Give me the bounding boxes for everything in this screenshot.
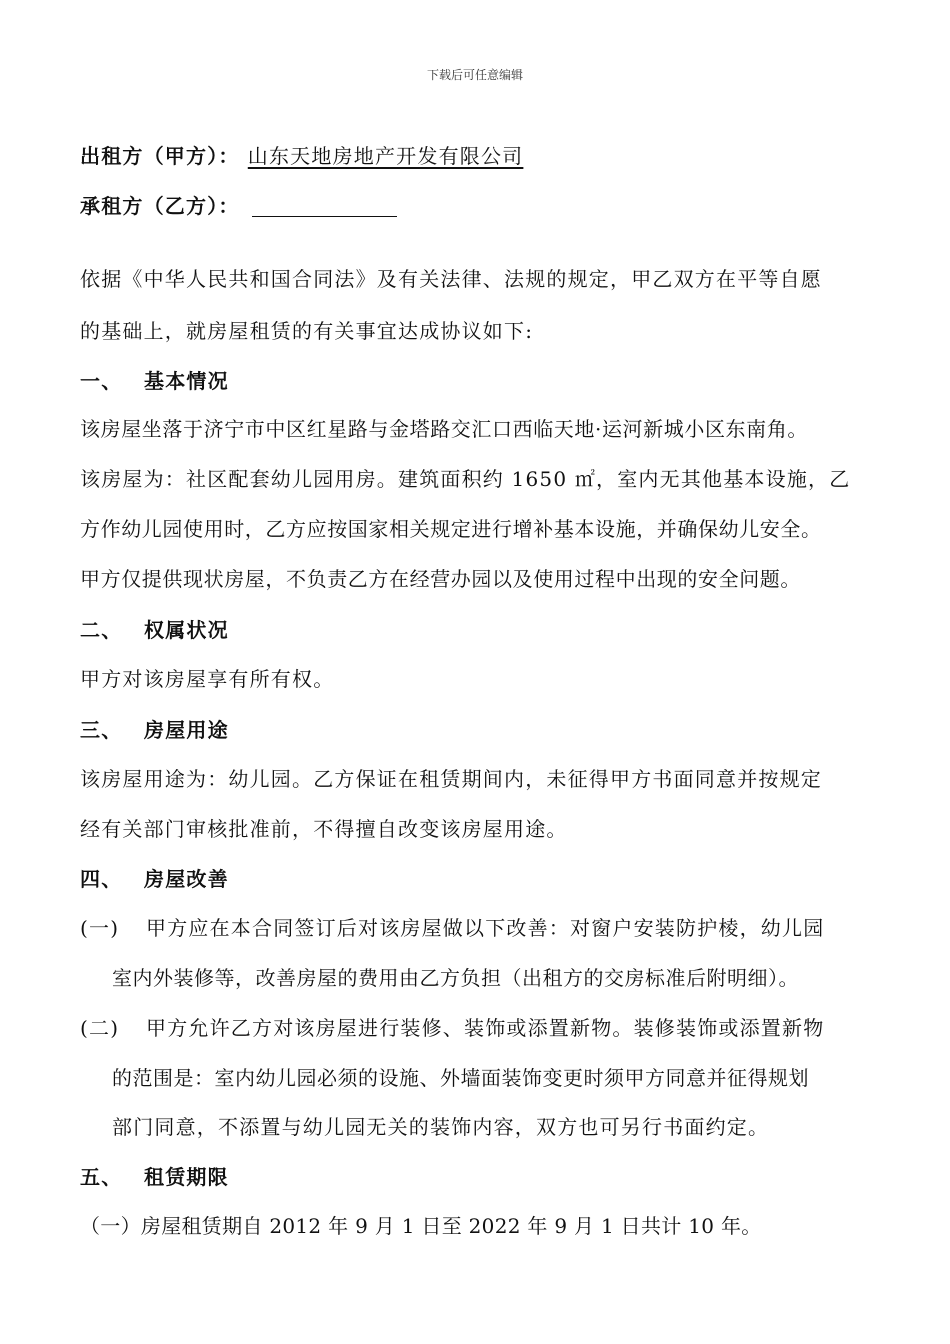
section-title: 租赁期限 bbox=[144, 1165, 229, 1189]
section-number: 三、 bbox=[80, 718, 123, 742]
section-heading-5 bbox=[80, 1161, 229, 1190]
item-marker: (二) bbox=[80, 1016, 120, 1040]
section-title: 房屋用途 bbox=[144, 718, 229, 742]
item-marker: (一) bbox=[80, 916, 120, 940]
section-1-line-4: 甲方仅提供现状房屋，不负责乙方在经营办园以及使用过程中出现的安全问题。 bbox=[80, 567, 801, 591]
lessee-line bbox=[80, 190, 397, 219]
section-title: 房屋改善 bbox=[144, 867, 229, 891]
section-heading-3 bbox=[80, 714, 229, 743]
section-1-line-3: 方作幼儿园使用时，乙方应按国家相关规定进行增补基本设施，并确保幼儿安全。 bbox=[80, 517, 822, 541]
page-header-note: 下载后可任意编辑 bbox=[426, 68, 523, 82]
intro-line-2: 的基础上，就房屋租赁的有关事宜达成协议如下: bbox=[80, 319, 534, 343]
item-text: 甲方应在本合同签订后对该房屋做以下改善：对窗户安装防护棱，幼儿园 bbox=[146, 916, 825, 940]
section-number: 一、 bbox=[80, 369, 123, 393]
section-number: 二、 bbox=[80, 618, 123, 642]
section-3-line-2: 经有关部门审核批准前，不得擅自改变该房屋用途。 bbox=[80, 817, 568, 841]
section-1-line-2: 该房屋为：社区配套幼儿园用房。建筑面积约 1650 ㎡，室内无其他基本设施，乙 bbox=[80, 467, 851, 491]
section-5-line-1: （一）房屋租赁期自 2012 年 9 月 1 日至 2022 年 9 月 1 日共计 10 年。 bbox=[80, 1214, 762, 1238]
section-title: 基本情况 bbox=[144, 369, 229, 393]
section-number: 四、 bbox=[80, 867, 123, 891]
intro-line-1: 依据《中华人民共和国合同法》及有关法律、法规的规定，甲乙双方在平等自愿 bbox=[80, 267, 822, 291]
item-text: 甲方允许乙方对该房屋进行装修、装饰或添置新物。装修装饰或添置新物 bbox=[146, 1016, 825, 1040]
section-heading-4 bbox=[80, 863, 229, 892]
lessor-label: 出租方（甲方）： bbox=[80, 144, 240, 168]
section-4-item-2-line-3: 部门同意，不添置与幼儿园无关的装饰内容，双方也可另行书面约定。 bbox=[112, 1115, 770, 1139]
lessee-blank-field bbox=[252, 196, 397, 217]
section-4-item-1 bbox=[80, 912, 824, 941]
section-number: 五、 bbox=[80, 1165, 123, 1189]
section-4-item-2 bbox=[80, 1012, 824, 1041]
section-title: 权属状况 bbox=[144, 618, 229, 642]
section-4-item-2-line-2: 的范围是：室内幼儿园必须的设施、外墙面装饰变更时须甲方同意并征得规划 bbox=[112, 1066, 809, 1090]
lessee-label: 承租方（乙方）： bbox=[80, 194, 240, 218]
section-1-line-1: 该房屋坐落于济宁市中区红星路与金塔路交汇口西临天地·运河新城小区东南角。 bbox=[80, 417, 808, 441]
lessor-line bbox=[80, 140, 523, 169]
section-heading-2 bbox=[80, 614, 229, 643]
lessor-name: 山东天地房地产开发有限公司 bbox=[247, 144, 524, 168]
section-2-line-1: 甲方对该房屋享有所有权。 bbox=[80, 667, 335, 691]
section-4-item-1-line-2: 室内外装修等，改善房屋的费用由乙方负担（出租方的交房标准后附明细）。 bbox=[112, 966, 799, 990]
section-heading-1 bbox=[80, 365, 229, 394]
section-3-line-1: 该房屋用途为：幼儿园。乙方保证在租赁期间内，未征得甲方书面同意并按规定 bbox=[80, 767, 822, 791]
